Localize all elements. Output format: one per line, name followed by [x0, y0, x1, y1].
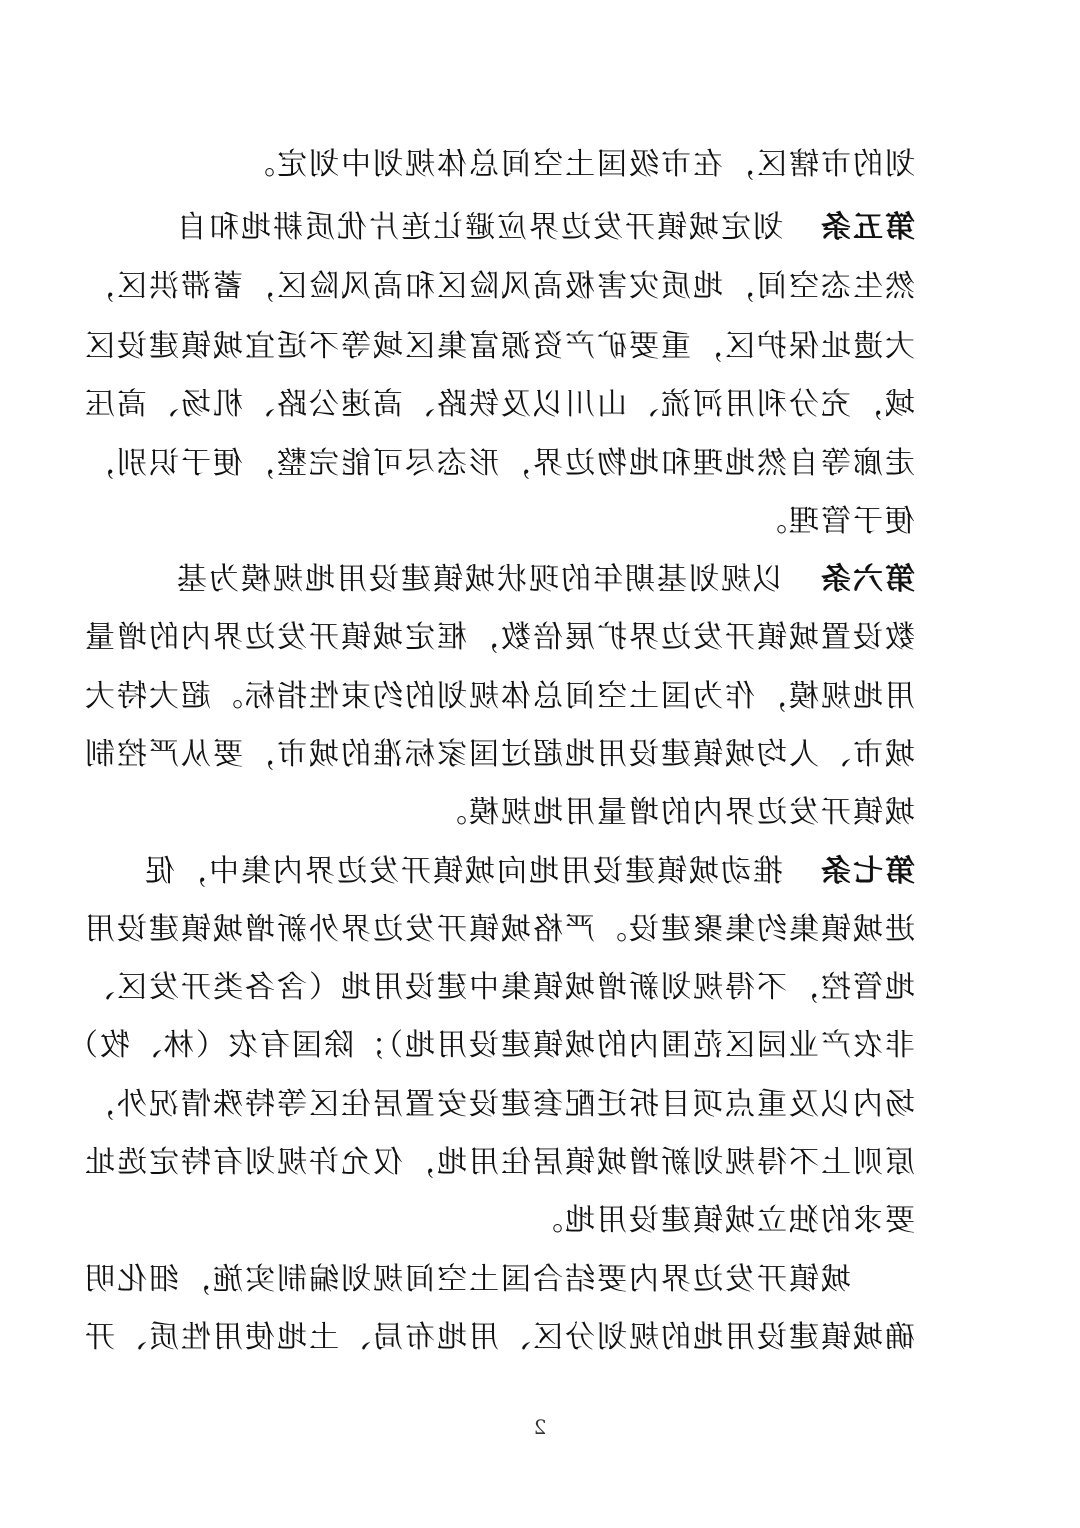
- text-line: [83, 1080, 915, 1130]
- text-line: [163, 203, 915, 253]
- text-line: [163, 140, 915, 190]
- line-text: 划定城镇开发边界应避让连片优质耕地和自: [175, 210, 783, 245]
- line-text: 用地规模，作为国土空间总体规划的约束性指标。超大特大: [83, 679, 915, 714]
- text-line: [83, 380, 915, 430]
- text-line: [83, 963, 915, 1013]
- text-line: [143, 847, 915, 897]
- text-line: [83, 322, 915, 372]
- line-text: 走廊等自然地理和地物边界，形态尽可能完整，便于识别，: [83, 446, 915, 481]
- text-line: [83, 905, 915, 955]
- text-line: [83, 613, 915, 663]
- line-text: 进城镇集约集聚建设。严格城镇开发边界外新增城镇建设用: [83, 912, 915, 947]
- line-text: 确城镇建设用地的规划分区、用地布局、土地使用性质、开: [83, 1320, 915, 1355]
- article-heading: 第六条: [819, 562, 915, 597]
- text-line: [83, 262, 915, 312]
- line-text: 非农产业园区范围内的城镇建设用地）；除国有农（林、牧）: [66, 1028, 915, 1063]
- line-text: 域，充分利用河流、山川以及铁路、高速公路、机场、高压: [83, 387, 915, 422]
- line-text: 数设置城镇开发边界扩展倍数，框定城镇开发边界内的增量: [83, 620, 915, 655]
- text-line: [83, 439, 915, 489]
- line-text: 便于管理。: [755, 504, 915, 539]
- page-number: 2: [533, 1415, 547, 1439]
- line-text: 然生态空间，地质灾害极高风险区和高风险区，蓄滞洪区，: [83, 269, 915, 304]
- line-text: 场内以及重点项目拆迁配套建设安置居住区等特殊情况外，: [83, 1087, 915, 1122]
- line-text: 城镇开发边界内要结合国土空间规划编制实施，细化明: [83, 1262, 851, 1297]
- text-line: [163, 497, 915, 547]
- line-text: 推动城镇建设用地向城镇开发边界内集中，促: [143, 854, 783, 889]
- text-line: [83, 672, 915, 722]
- line-text: 划的市辖区，在市级国土空间总体规划中划定。: [243, 147, 915, 182]
- article-heading: 第七条: [819, 854, 915, 889]
- line-text: 原则上不得规划新增城镇居住用地，仅允许规划有特定选址: [83, 1145, 915, 1180]
- line-text: 以规划基期年的现状城镇建设用地规模为基: [175, 562, 783, 597]
- line-text: 要求的独立城镇建设用地。: [531, 1203, 915, 1238]
- text-line: [163, 788, 915, 838]
- text-line: [83, 1255, 915, 1305]
- text-line: [66, 1021, 915, 1071]
- text-line: [163, 555, 915, 605]
- text-line: [83, 730, 915, 780]
- line-text: 城镇开发边界内的增量用地规模。: [435, 795, 915, 830]
- line-text: 地管控，不得规划新增城镇集中建设用地（含各类开发区、: [83, 970, 915, 1005]
- line-text: 城市、人均城镇建设用地超过国家标准的城市，要从严控制: [83, 737, 915, 772]
- article-heading: 第五条: [819, 210, 915, 245]
- text-line: [163, 1196, 915, 1246]
- text-line: [83, 1313, 915, 1363]
- text-line: [83, 1138, 915, 1188]
- line-text: 大遗址保护区，重要矿产资源富集区域等不适宜城镇建设区: [83, 329, 915, 364]
